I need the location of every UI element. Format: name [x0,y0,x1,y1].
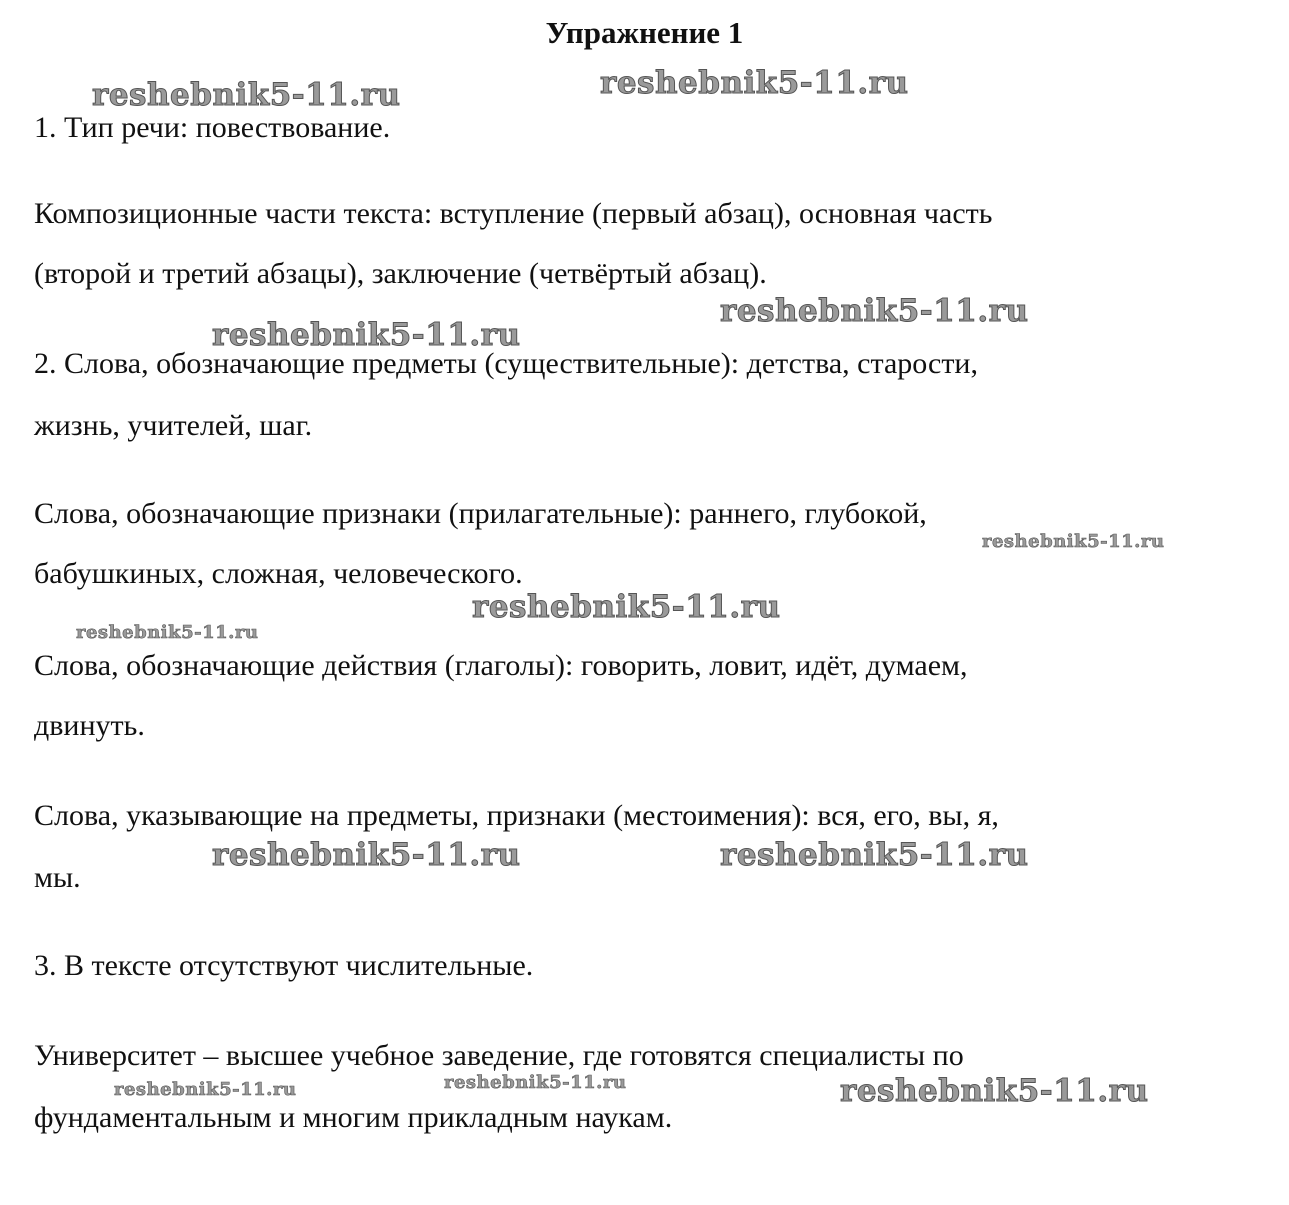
text-line-verbs-2: двинуть. [34,709,145,742]
watermark: reshebnik5-11.ru [982,531,1165,552]
text-line-nouns-1: 2. Слова, обозначающие предметы (существительные): детства, старости, [34,347,978,380]
watermark: reshebnik5-11.ru [212,837,521,873]
text-line-nouns-2: жизнь, учителей, шаг. [34,409,313,442]
text-line-verbs-1: Слова, обозначающие действия (глаголы): говорить, ловит, идёт, думаем, [34,649,968,682]
text-line-composition-2: (второй и третий абзацы), заключение (четвёртый абзац). [34,257,767,290]
watermark: reshebnik5-11.ru [720,837,1029,873]
watermark: reshebnik5-11.ru [114,1079,297,1100]
watermark: reshebnik5-11.ru [720,293,1029,329]
exercise-title: Упражнение 1 [545,15,744,50]
watermark: reshebnik5-11.ru [444,1072,627,1093]
text-line-speech-type: 1. Тип речи: повествование. [34,111,391,144]
watermark: reshebnik5-11.ru [212,317,521,353]
text-line-university-2: фундаментальным и многим прикладным наукам. [34,1101,673,1134]
text-line-adjectives-2: бабушкиных, сложная, человеческого. [34,557,523,590]
text-line-pronouns-2: мы. [34,861,81,894]
watermark: reshebnik5-11.ru [92,77,401,113]
text-line-adjectives-1: Слова, обозначающие признаки (прилагательные): раннего, глубокой, [34,497,927,530]
watermark: reshebnik5-11.ru [840,1073,1149,1109]
text-line-numerals: 3. В тексте отсутствуют числительные. [34,949,534,982]
text-line-university-1: Университет – высшее учебное заведение, где готовятся специалисты по [34,1039,964,1072]
text-line-pronouns-1: Слова, указывающие на предметы, признаки (местоимения): вся, его, вы, я, [34,799,999,832]
watermark: reshebnik5-11.ru [472,589,781,625]
watermark: reshebnik5-11.ru [600,65,909,101]
text-line-composition-1: Композиционные части текста: вступление (первый абзац), основная часть [34,197,993,230]
watermark: reshebnik5-11.ru [76,622,259,643]
